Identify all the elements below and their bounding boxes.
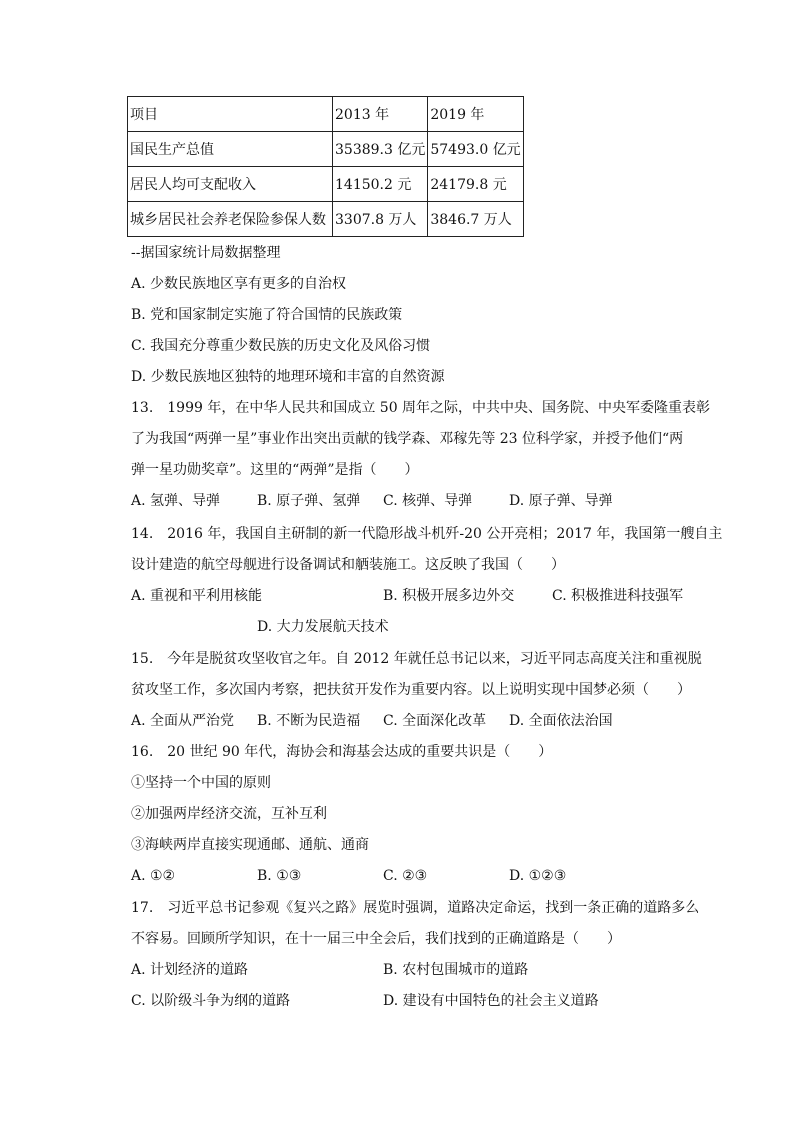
source-note: --据国家统计局数据整理 [131, 245, 281, 261]
table-cell: 国民生产总值 [128, 132, 333, 167]
table-cell: 3307.8 万人 [333, 202, 428, 237]
q17-option-b: B. 农村包围城市的道路 [383, 962, 529, 978]
q12-option-a: A. 少数民族地区享有更多的自治权 [131, 276, 347, 292]
q16-option-b: B. ①③ [257, 868, 302, 884]
q16-stem-line: 16. 20 世纪 90 年代，海协会和海基会达成的重要共识是（ ） [131, 744, 553, 760]
table-cell: 2019 年 [428, 97, 523, 132]
q13-stem-line: 弹一星功勋奖章”。这里的“两弹”是指（ ） [131, 462, 419, 478]
table-cell: 24179.8 元 [428, 167, 523, 202]
q13-option-d: D. 原子弹、导弹 [509, 493, 613, 509]
q14-option-d: D. 大力发展航天技术 [257, 619, 389, 635]
q16-item: ②加强两岸经济交流，互补互利 [131, 806, 327, 822]
q14-stem-line: 设计建造的航空母舰进行设备调试和舾装施工。这反映了我国（ ） [131, 557, 565, 573]
statistics-table [127, 96, 524, 237]
q15-stem-line: 15. 今年是脱贫攻坚收官之年。自 2012 年就任总书记以来，习近平同志高度关注和重视脱 [131, 651, 702, 667]
table-header-row [128, 97, 524, 132]
q14-stem-line: 14. 2016 年，我国自主研制的新一代隐形战斗机歼-20 公开亮相；2017 年，我国第一艘自主 [131, 526, 723, 542]
q15-stem-line: 贫攻坚工作，多次国内考察，把扶贫开发作为重要内容。以上说明实现中国梦必须（ ） [131, 682, 691, 698]
table-cell: 3846.7 万人 [428, 202, 523, 237]
q15-option-a: A. 全面从严治党 [131, 713, 235, 729]
q16-option-d: D. ①②③ [509, 868, 567, 884]
q14-option-b: B. 积极开展多边外交 [383, 588, 515, 604]
q16-item: ①坚持一个中国的原则 [131, 775, 271, 791]
q13-stem-line: 了为我国“两弹一星”事业作出突出贡献的钱学森、邓稼先等 23 位科学家，并授予他们“两 [131, 431, 684, 447]
table-cell: 35389.3 亿元 [333, 132, 428, 167]
table-row [128, 202, 524, 237]
q17-option-c: C. 以阶级斗争为纲的道路 [131, 993, 291, 1009]
q12-option-d: D. 少数民族地区独特的地理环境和丰富的自然资源 [131, 369, 445, 385]
table-cell: 57493.0 亿元 [428, 132, 523, 167]
q13-option-a: A. 氢弹、导弹 [131, 493, 221, 509]
q16-option-a: A. ①② [131, 868, 176, 884]
table-cell: 14150.2 元 [333, 167, 428, 202]
q13-stem-line: 13. 1999 年，在中华人民共和国成立 50 周年之际，中共中央、国务院、中央军委隆重表彰 [131, 400, 711, 416]
table-cell: 居民人均可支配收入 [128, 167, 333, 202]
q16-item: ③海峡两岸直接实现通邮、通航、通商 [131, 837, 369, 853]
q13-option-b: B. 原子弹、氢弹 [257, 493, 361, 509]
q14-option-a: A. 重视和平利用核能 [131, 588, 263, 604]
q12-option-c: C. 我国充分尊重少数民族的历史文化及风俗习惯 [131, 338, 431, 354]
q17-option-a: A. 计划经济的道路 [131, 962, 249, 978]
table-cell: 2013 年 [333, 97, 428, 132]
table-row [128, 167, 524, 202]
q15-option-b: B. 不断为民造福 [257, 713, 361, 729]
table-cell: 项目 [128, 97, 333, 132]
q17-option-d: D. 建设有中国特色的社会主义道路 [383, 993, 599, 1009]
q16-option-c: C. ②③ [383, 868, 428, 884]
q12-option-b: B. 党和国家制定实施了符合国情的民族政策 [131, 307, 403, 323]
q17-stem-line: 17. 习近平总书记参观《复兴之路》展览时强调，道路决定命运，找到一条正确的道路多么 [131, 900, 700, 916]
q14-option-c: C. 积极推进科技强军 [552, 588, 684, 604]
q17-stem-line: 不容易。回顾所学知识，在十一届三中全会后，我们找到的正确道路是（ ） [131, 931, 621, 947]
q15-option-d: D. 全面依法治国 [509, 713, 613, 729]
table-row [128, 132, 524, 167]
q13-option-c: C. 核弹、导弹 [383, 493, 473, 509]
q15-option-c: C. 全面深化改革 [383, 713, 487, 729]
table-cell: 城乡居民社会养老保险参保人数 [128, 202, 333, 237]
